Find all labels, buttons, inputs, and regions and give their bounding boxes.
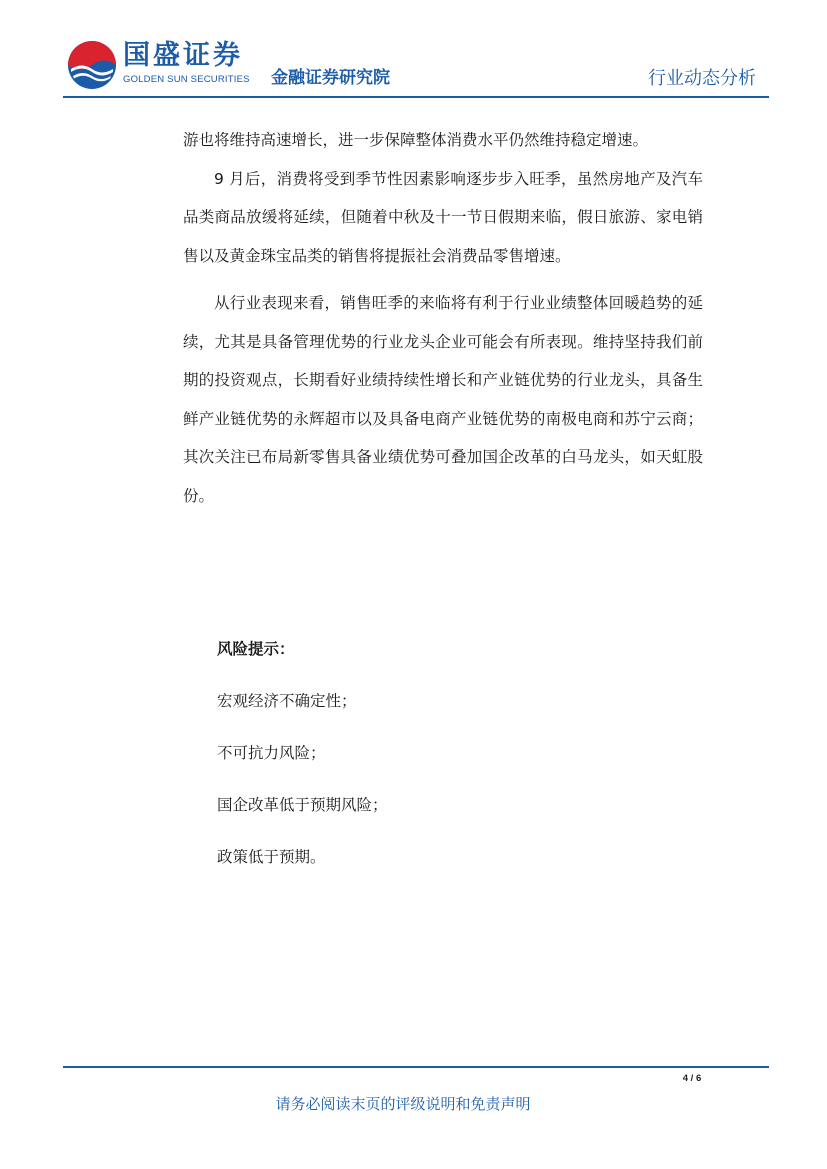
logo-english-name: GOLDEN SUN SECURITIES [123,74,250,85]
golden-sun-logo-icon [67,40,117,90]
footer-divider [63,1066,769,1068]
risk-item: 不可抗力风险； [217,744,326,762]
logo-chinese-name: 国盛证券 [123,40,243,71]
paragraph: 游也将维持高速增长，进一步保障整体消费水平仍然维持稳定增速。 [183,131,649,149]
institute-name: 金融证券研究院 [271,68,390,88]
paragraph: 9 月后，消费将受到季节性因素影响逐步步入旺季，虽然房地产及汽车品类商品放缓将延续，但随着中秋及十一节日假期来临，假日旅游、家电销售以及黄金珠宝品类的销售将提振社会消费品零售增速。 [183,169,703,265]
risk-section [217,632,697,874]
risk-item: 国企改革低于预期风险； [217,796,388,814]
disclaimer-text: 请务必阅读末页的评级说明和免责声明 [275,1095,531,1113]
header-divider [63,96,769,98]
risk-item: 宏观经济不确定性； [217,692,357,710]
page-header [63,38,769,98]
paragraph: 从行业表现来看，销售旺季的来临将有利于行业业绩整体回暖趋势的延续，尤其是具备管理优势的行业龙头企业可能会有所表现。维持坚持我们前期的投资观点，长期看好业绩持续性增长和产业链优势的行业龙头，具备生鲜产业链优势的永辉超市以及具备电商产业链优势的南极电商和苏宁云商；其次关注已布局新零售具备业绩优势可叠加国企改革的白马龙头，如天虹股份。 [183,294,703,505]
report-type: 行业动态分析 [648,68,756,89]
page-number: 4 / 6 [682,1073,702,1084]
risk-item: 政策低于预期。 [217,848,326,866]
report-body [183,121,703,515]
risk-title: 风险提示： [217,640,295,658]
